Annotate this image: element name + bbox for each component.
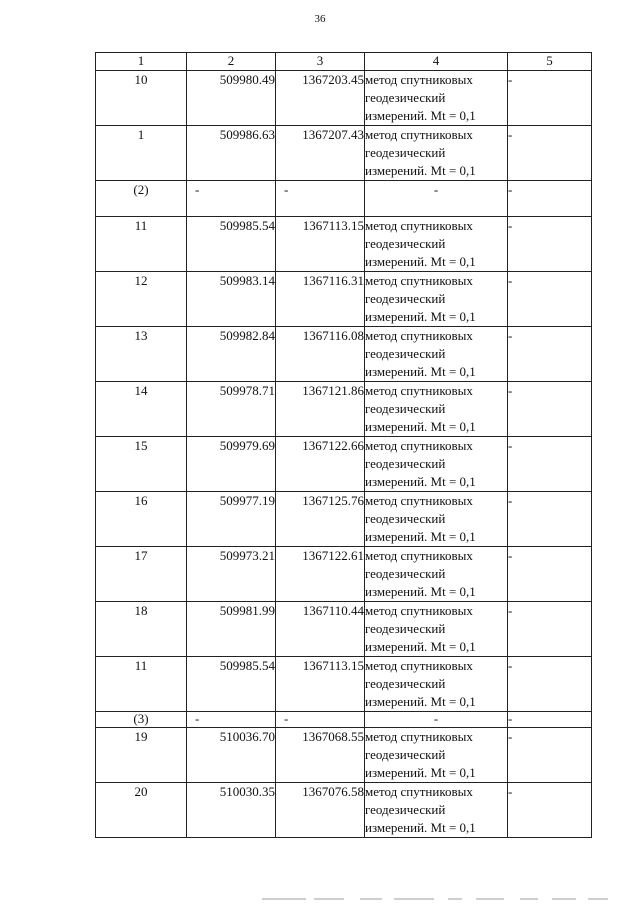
note-cell: - xyxy=(508,272,592,327)
method-cell: - xyxy=(365,181,508,217)
page-number: 36 xyxy=(314,13,326,25)
coord-y: 1367121.86 xyxy=(276,382,365,437)
note-cell: - xyxy=(508,783,592,838)
method-cell: метод спутниковых геодезический измерений. Mt = 0,1 xyxy=(365,272,508,327)
note-cell: - xyxy=(508,437,592,492)
table-row xyxy=(96,382,592,437)
header-col-2: 2 xyxy=(187,53,276,71)
method-cell: метод спутниковых геодезический измерений. Mt = 0,1 xyxy=(365,783,508,838)
point-number: 11 xyxy=(96,657,187,712)
note-cell: - xyxy=(508,602,592,657)
point-number: 16 xyxy=(96,492,187,547)
table-row xyxy=(96,327,592,382)
coord-x: 509986.63 xyxy=(187,126,276,181)
coord-x: 509983.14 xyxy=(187,272,276,327)
coord-y: 1367110.44 xyxy=(276,602,365,657)
point-number: (2) xyxy=(96,181,187,217)
coord-y: 1367076.58 xyxy=(276,783,365,838)
table-row xyxy=(96,783,592,838)
note-cell: - xyxy=(508,547,592,602)
table-row xyxy=(96,217,592,272)
coord-y: 1367122.61 xyxy=(276,547,365,602)
coord-x: 509978.71 xyxy=(187,382,276,437)
header-col-4: 4 xyxy=(365,53,508,71)
note-cell: - xyxy=(508,492,592,547)
header-col-3: 3 xyxy=(276,53,365,71)
method-cell: метод спутниковых геодезический измерений. Mt = 0,1 xyxy=(365,126,508,181)
note-cell: - xyxy=(508,181,592,217)
coord-x: 509973.21 xyxy=(187,547,276,602)
coord-y: 1367116.31 xyxy=(276,272,365,327)
header-col-5: 5 xyxy=(508,53,592,71)
table-row-separator xyxy=(96,181,592,217)
table-row-separator xyxy=(96,712,592,728)
coord-y: 1367122.66 xyxy=(276,437,365,492)
point-number: 19 xyxy=(96,728,187,783)
coord-x: 509985.54 xyxy=(187,657,276,712)
method-cell: метод спутниковых геодезический измерений. Mt = 0,1 xyxy=(365,602,508,657)
method-cell: метод спутниковых геодезический измерений. Mt = 0,1 xyxy=(365,547,508,602)
coord-y: 1367203.45 xyxy=(276,71,365,126)
method-cell: метод спутниковых геодезический измерений. Mt = 0,1 xyxy=(365,728,508,783)
note-cell: - xyxy=(508,71,592,126)
point-number: 11 xyxy=(96,217,187,272)
point-number: 1 xyxy=(96,126,187,181)
note-cell: - xyxy=(508,217,592,272)
table-row xyxy=(96,71,592,126)
table-row xyxy=(96,272,592,327)
coord-x: - xyxy=(187,181,276,217)
coord-x: 509982.84 xyxy=(187,327,276,382)
method-cell: метод спутниковых геодезический измерений. Mt = 0,1 xyxy=(365,657,508,712)
table-header-row xyxy=(96,53,592,71)
coord-y: - xyxy=(276,712,365,728)
coord-y: 1367125.76 xyxy=(276,492,365,547)
coord-x: - xyxy=(187,712,276,728)
table-row xyxy=(96,437,592,492)
note-cell: - xyxy=(508,657,592,712)
method-cell: - xyxy=(365,712,508,728)
point-number: 14 xyxy=(96,382,187,437)
point-number: 15 xyxy=(96,437,187,492)
coord-x: 509977.19 xyxy=(187,492,276,547)
coord-y: 1367113.15 xyxy=(276,657,365,712)
note-cell: - xyxy=(508,327,592,382)
point-number: 13 xyxy=(96,327,187,382)
note-cell: - xyxy=(508,728,592,783)
table-row xyxy=(96,547,592,602)
table-row xyxy=(96,728,592,783)
note-cell: - xyxy=(508,712,592,728)
table-row xyxy=(96,602,592,657)
coord-x: 510030.35 xyxy=(187,783,276,838)
coord-y: 1367116.08 xyxy=(276,327,365,382)
table-row xyxy=(96,126,592,181)
point-number: 20 xyxy=(96,783,187,838)
method-cell: метод спутниковых геодезический измерений. Mt = 0,1 xyxy=(365,437,508,492)
table-row xyxy=(96,657,592,712)
method-cell: метод спутниковых геодезический измерений. Mt = 0,1 xyxy=(365,71,508,126)
coord-y: - xyxy=(276,181,365,217)
note-cell: - xyxy=(508,126,592,181)
method-cell: метод спутниковых геодезический измерений. Mt = 0,1 xyxy=(365,327,508,382)
coord-y: 1367068.55 xyxy=(276,728,365,783)
coord-y: 1367207.43 xyxy=(276,126,365,181)
point-number: 12 xyxy=(96,272,187,327)
point-number: 17 xyxy=(96,547,187,602)
coord-x: 509985.54 xyxy=(187,217,276,272)
method-cell: метод спутниковых геодезический измерений. Mt = 0,1 xyxy=(365,382,508,437)
coord-x: 509980.49 xyxy=(187,71,276,126)
point-number: (3) xyxy=(96,712,187,728)
method-cell: метод спутниковых геодезический измерений. Mt = 0,1 xyxy=(365,492,508,547)
method-cell: метод спутниковых геодезический измерений. Mt = 0,1 xyxy=(365,217,508,272)
table-row xyxy=(96,492,592,547)
coord-x: 510036.70 xyxy=(187,728,276,783)
coordinates-table xyxy=(95,52,592,838)
point-number: 10 xyxy=(96,71,187,126)
coord-x: 509979.69 xyxy=(187,437,276,492)
coord-x: 509981.99 xyxy=(187,602,276,657)
coord-y: 1367113.15 xyxy=(276,217,365,272)
point-number: 18 xyxy=(96,602,187,657)
scan-artifact-marks xyxy=(262,898,622,901)
header-col-1: 1 xyxy=(96,53,187,71)
note-cell: - xyxy=(508,382,592,437)
